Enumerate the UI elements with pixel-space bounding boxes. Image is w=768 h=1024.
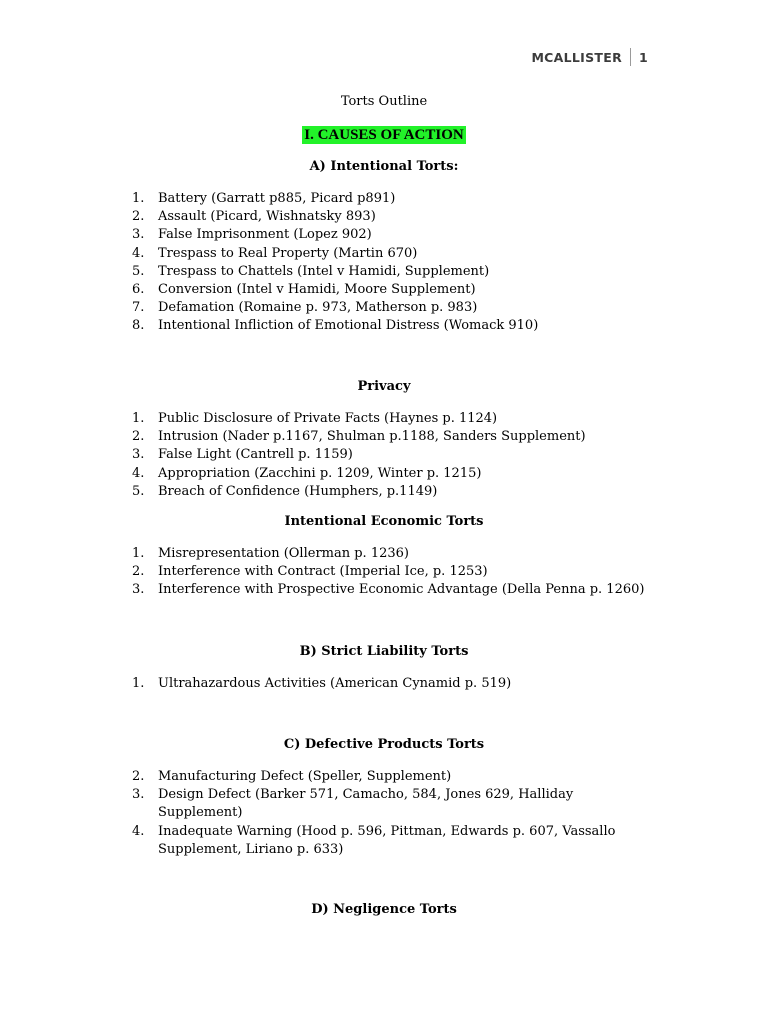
list-item: 2. Manufacturing Defect (Speller, Supplement) <box>132 769 452 784</box>
section-heading-defective-products: C) Defective Products Torts <box>283 737 485 752</box>
list-item: 5. Trespass to Chattels (Intel v Hamidi, Supplement) <box>132 263 490 279</box>
list-item: 4. Trespass to Real Property (Martin 670) <box>132 245 418 261</box>
document-title: Torts Outline <box>340 94 428 109</box>
list-intentional <box>132 190 652 336</box>
list-item: 1. Ultrahazardous Activities (American Cynamid p. 519) <box>132 676 512 691</box>
list-item: 3. False Light (Cantrell p. 1159) <box>132 447 353 463</box>
list-economic <box>132 545 652 600</box>
section-heading-negligence: D) Negligence Torts <box>311 902 457 917</box>
header-page-number: 1 <box>639 49 648 65</box>
list-defective-products <box>132 768 652 859</box>
list-item: 8. Intentional Infliction of Emotional Distress (Womack 910) <box>132 318 539 334</box>
page-header <box>531 48 648 66</box>
main-heading <box>0 124 768 144</box>
header-author: MCALLISTER <box>531 49 622 65</box>
section-heading-privacy: Privacy <box>357 379 411 394</box>
list-item: 3. Design Defect (Barker 571, Camacho, 584, Jones 629, Halliday Supplement) <box>132 787 574 821</box>
list-item: 2. Interference with Contract (Imperial Ice, p. 1253) <box>132 564 488 580</box>
section-heading-strict-liability: B) Strict Liability Torts <box>299 644 469 659</box>
list-item: 5. Breach of Confidence (Humphers, p.1149) <box>132 483 438 499</box>
header-separator <box>630 48 631 66</box>
list-item: 2. Assault (Picard, Wishnatsky 893) <box>132 209 376 225</box>
list-item: 1. Battery (Garratt p885, Picard p891) <box>132 191 396 206</box>
section-heading-intentional: A) Intentional Torts: <box>309 159 459 174</box>
list-item: 2. Intrusion (Nader p.1167, Shulman p.1188, Sanders Supplement) <box>132 429 586 445</box>
list-item: 3. False Imprisonment (Lopez 902) <box>132 227 372 243</box>
list-item: 6. Conversion (Intel v Hamidi, Moore Supplement) <box>132 282 476 298</box>
list-item: 1. Public Disclosure of Private Facts (Haynes p. 1124) <box>132 411 498 426</box>
list-item: 1. Misrepresentation (Ollerman p. 1236) <box>132 546 409 561</box>
list-item: 7. Defamation (Romaine p. 973, Matherson p. 983) <box>132 300 478 316</box>
list-item: 4. Appropriation (Zacchini p. 1209, Winter p. 1215) <box>132 465 482 481</box>
main-heading-highlight: I. CAUSES OF ACTION <box>304 127 464 143</box>
list-strict-liability <box>132 675 652 693</box>
section-heading-economic: Intentional Economic Torts <box>284 514 484 529</box>
list-item: 3. Interference with Prospective Economic Advantage (Della Penna p. 1260) <box>132 582 645 598</box>
list-item: 4. Inadequate Warning (Hood p. 596, Pittman, Edwards p. 607, Vassallo Supplement, Liriano p. 633) <box>132 823 616 857</box>
list-privacy <box>132 410 652 501</box>
